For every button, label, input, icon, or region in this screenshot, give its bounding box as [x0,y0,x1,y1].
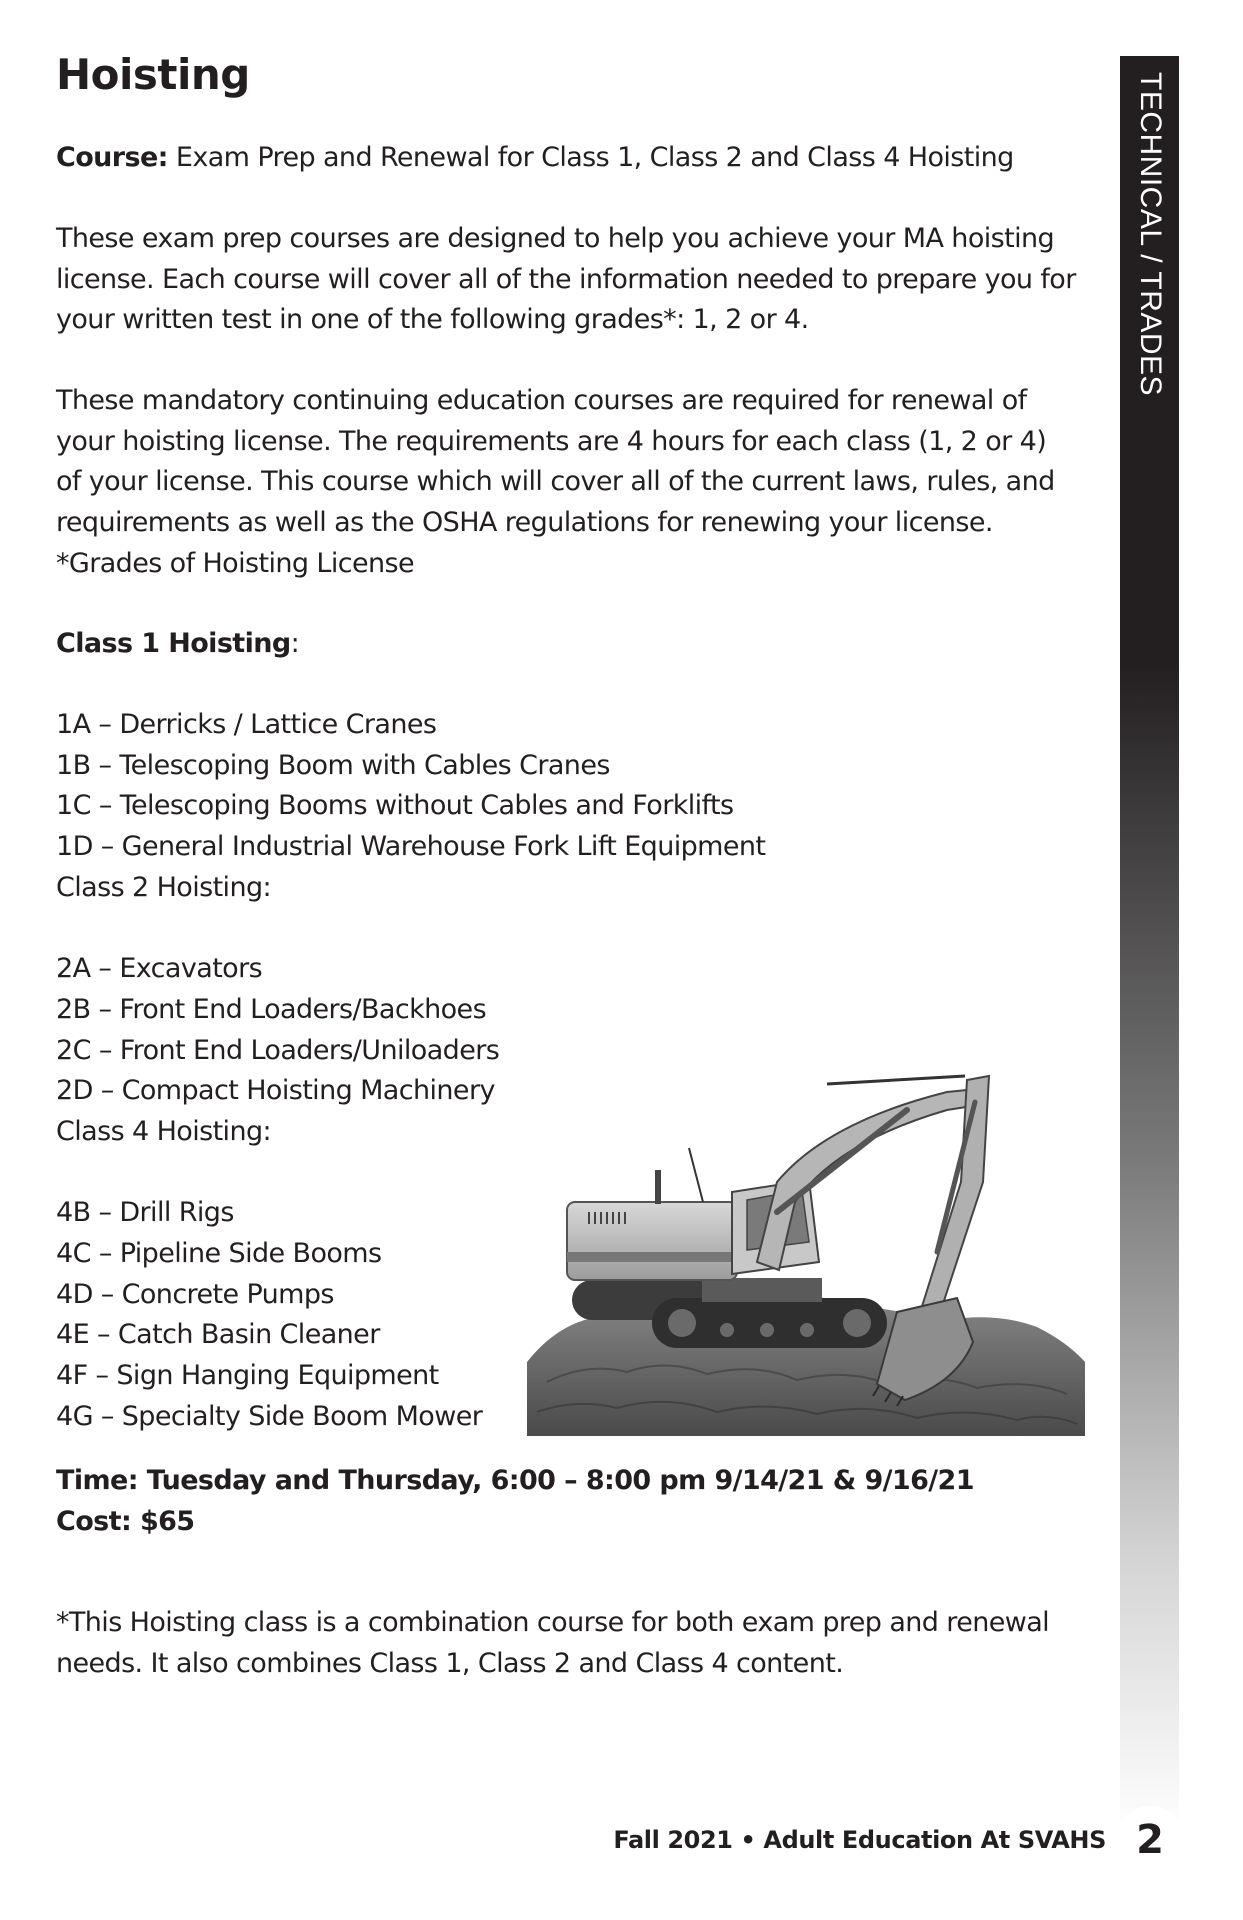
list-item: 4C – Pipeline Side Booms [56,1237,382,1269]
combination-note: *This Hoisting class is a combination course for both exam prep and renewal needs. It also combines Class 1, Class 2 and Class 4 content. [56,1607,1050,1679]
list-item: 1D – General Industrial Warehouse Fork Lift Equipment [56,831,766,863]
class1-heading [56,624,1086,665]
list-item: 2D – Compact Hoisting Machinery [56,1075,495,1107]
list-item: 2C – Front End Loaders/Uniloaders [56,1034,500,1066]
list-item: 2B – Front End Loaders/Backhoes [56,993,487,1025]
list-item: 4E – Catch Basin Cleaner [56,1319,380,1351]
list-item: 1A – Derricks / Lattice Cranes [56,709,437,740]
schedule-block [56,1461,1086,1542]
class4-heading: Class 4 Hoisting: [56,1115,272,1147]
renewal-paragraph: These mandatory continuing education courses are required for renewal of your hoisting license. The requirements are 4 hours for each class (1, 2 or 4) of your license. This course which will cover all of the current laws, rules, and requirements as well as the OSHA regulations for renewing your license. *Grades of Hoisting License [56,385,1055,579]
page-title: Hoisting [56,50,250,99]
excavator-photo [527,1062,1085,1436]
intro-paragraph: These exam prep courses are designed to help you achieve your MA hoisting license. Each course will cover all of the information needed to prepare you for your written test in one of the following grades*: 1, 2 or 4. [56,223,1076,336]
list-item: 1C – Telescoping Booms without Cables and Forklifts [56,790,734,822]
class1-heading-text: Class 1 Hoisting [56,628,291,659]
list-item: 4G – Specialty Side Boom Mower [56,1400,483,1432]
list-item: 1B – Telescoping Boom with Cables Cranes [56,749,610,781]
class1-heading-colon: : [290,628,300,659]
cost-line: Cost: $65 [56,1505,195,1537]
spacer [56,908,1086,949]
page-number: 2 [1136,1817,1164,1863]
list-item: 4D – Concrete Pumps [56,1278,334,1310]
class2-heading: Class 2 Hoisting: [56,871,272,903]
time-line: Time: Tuesday and Thursday, 6:00 – 8:00 pm 9/14/21 & 9/16/21 [56,1465,974,1496]
list-item: 2A – Excavators [56,953,263,985]
list-item: 4F – Sign Hanging Equipment [56,1360,439,1391]
course-line [56,138,1086,179]
list-item: 4B – Drill Rigs [56,1197,234,1229]
course-text: Exam Prep and Renewal for Class 1, Class 2 and Class 4 Hoisting [167,142,1014,173]
engine-housing [567,1202,737,1280]
footer-text: Fall 2021 • Adult Education At SVAHS [613,1826,1106,1854]
page-number-badge [1115,1806,1185,1876]
side-tab-label: TECHNICAL / TRADES [1134,72,1167,397]
course-label: Course: [56,142,168,173]
